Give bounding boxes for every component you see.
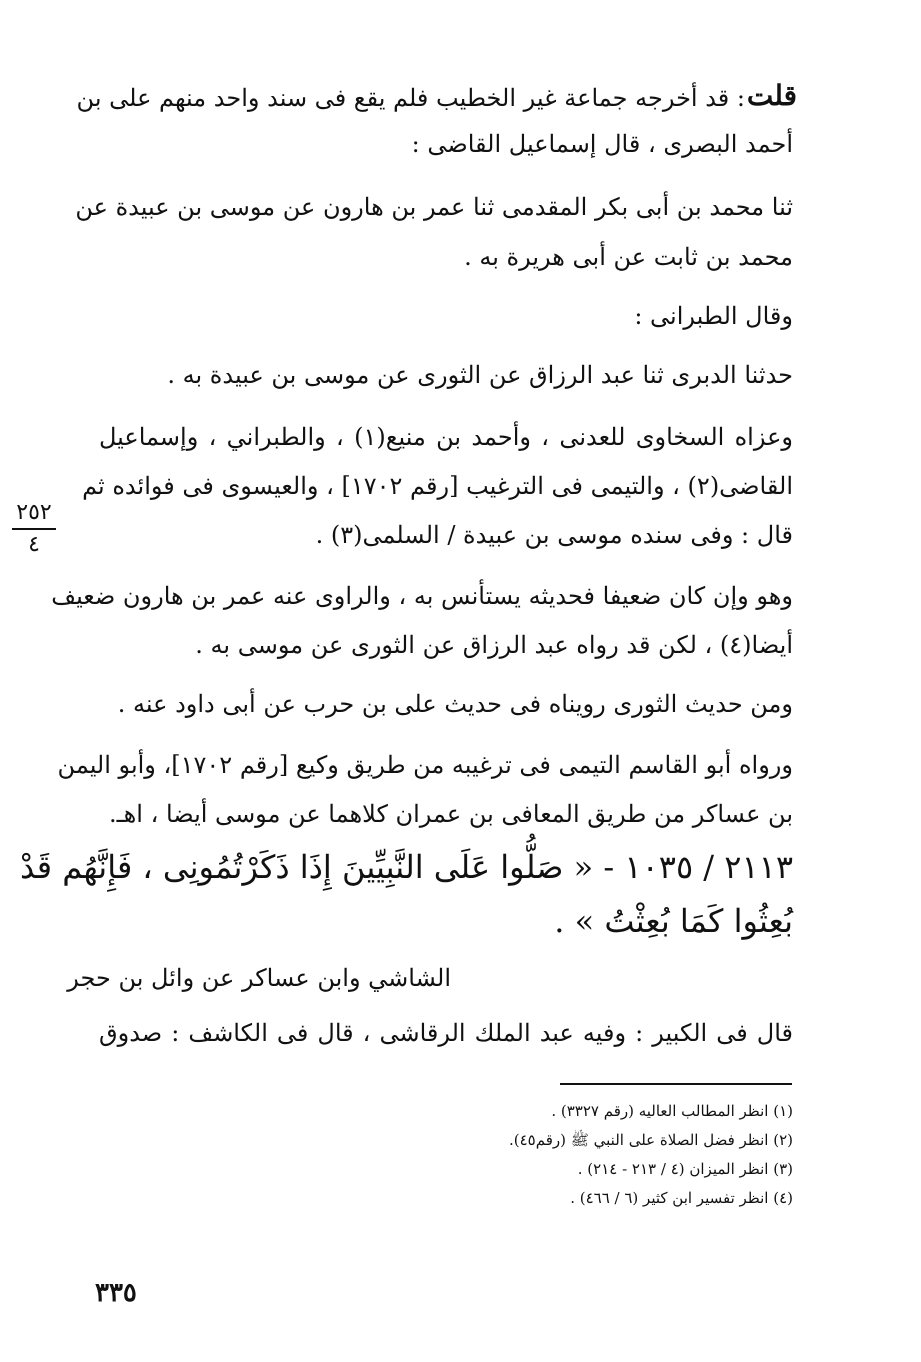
body-line: أحمد البصرى ، قال إسماعيل القاضى : — [411, 130, 793, 158]
margin-ref-divider — [12, 528, 56, 530]
body-line: ورواه أبو القاسم التيمى فى ترغيبه من طريق وكيع [رقم ١٧٠٢]، وأبو اليمن — [57, 751, 793, 779]
footnote: (٢) انظر فضل الصلاة على النبي ﷺ (رقم٤٥). — [509, 1131, 793, 1149]
margin-reference — [8, 500, 60, 558]
body-line: قال : وفى سنده موسى بن عبيدة / السلمى(٣) . — [315, 521, 793, 549]
body-line: وهو وإن كان ضعيفا فحديثه يستأنس به ، والراوى عنه عمر بن هارون ضعيف — [51, 582, 793, 610]
body-line: وعزاه السخاوى للعدنى ، وأحمد بن منيع(١) ، والطبراني ، وإسماعيل — [99, 423, 794, 451]
page-number: ٣٣٥ — [95, 1278, 137, 1308]
margin-ref-top: ٢٥٢ — [16, 500, 52, 525]
hadith-text: ٢١١٣ / ١٠٣٥ - « صَلُّوا عَلَى النَّبِيِّينَ إِذَا ذَكَرْتُمُونِى ، فَإِنَّهُم قَدْ — [19, 848, 793, 886]
footnote: (٤) انظر تفسير ابن كثير (٦ / ٤٦٦) . — [570, 1189, 793, 1207]
footnote: (٣) انظر الميزان (٤ / ٢١٣ - ٢١٤) . — [577, 1160, 793, 1178]
qultu-keyword: قلت — [746, 79, 797, 112]
footnote: (١) انظر المطالب العاليه (رقم ٣٣٢٧) . — [551, 1102, 793, 1120]
body-line: : قد أخرجه جماعة غير الخطيب فلم يقع فى سند واحد منهم على بن — [76, 84, 745, 112]
body-line: قال فى الكبير : وفيه عبد الملك الرقاشى ، قال فى الكاشف : صدوق — [99, 1019, 793, 1047]
body-line: القاضى(٢) ، والتيمى فى الترغيب [رقم ١٧٠٢] ، والعيسوى فى فوائده ثم — [82, 472, 793, 500]
footnote-rule — [560, 1083, 792, 1085]
hadith-text: بُعِثُوا كَمَا بُعِثْتُ » . — [554, 902, 793, 940]
body-line: أيضا(٤) ، لكن قد رواه عبد الرزاق عن الثورى عن موسى به . — [195, 631, 793, 659]
body-line: وقال الطبرانى : — [634, 302, 793, 330]
hadith-source: الشاشي وابن عساكر عن وائل بن حجر — [67, 964, 451, 992]
body-line: ثنا محمد بن أبى بكر المقدمى ثنا عمر بن هارون عن موسى بن عبيدة عن — [75, 193, 793, 221]
margin-ref-bottom: ٤ — [28, 532, 40, 557]
body-line: بن عساكر من طريق المعافى بن عمران كلاهما عن موسى أيضا ، اهـ. — [108, 800, 793, 828]
body-line: حدثنا الدبرى ثنا عبد الرزاق عن الثورى عن موسى بن عبيدة به . — [167, 361, 793, 389]
body-line: ومن حديث الثورى رويناه فى حديث على بن حرب عن أبى داود عنه . — [117, 690, 793, 718]
body-line: محمد بن ثابت عن أبى هريرة به . — [464, 243, 793, 271]
